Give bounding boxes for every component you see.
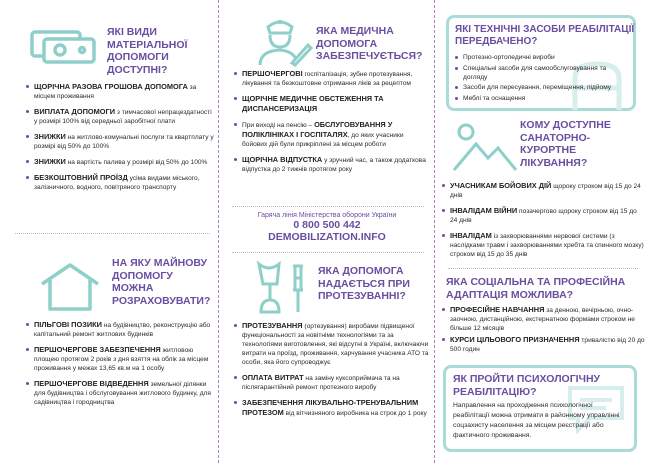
adaptation-list <box>440 305 645 355</box>
list-item-pre: При виході на пенсію – <box>242 122 315 129</box>
mountains-icon <box>452 122 518 172</box>
list-item <box>440 181 645 200</box>
list-item <box>24 345 216 373</box>
section-divider <box>232 252 424 253</box>
list-item-post: (ортезування) виробами підвищеної функціональності за новітніми технологіями та за технологіями виготовлення, які відсутні в Україні, включаючи витрати на проїзд, проживання, харчування учасника АТО та особи, яка його супроводжує <box>242 323 429 366</box>
list-item-post: житловою площею протягом 2 років з дня взяття на облік за місцем проживання у межах 13,65 кв.м на 1 особу <box>34 347 209 372</box>
list-item-bold: ОБСЛУГОВУВАННЯ У ПОЛІКЛІНІКАХ І ГОСПІТАЛЯХ <box>242 120 393 139</box>
list-item-post: , до яких учасники бойових дій були прикріплені за місцем роботи <box>242 132 404 148</box>
list-item-bold: БЕЗКОШТОВНИЙ ПРОЇЗД <box>34 173 128 182</box>
list-item <box>440 335 645 354</box>
section-title-adaptation: ЯКА СОЦІАЛЬНА ТА ПРОФЕСІЙНА АДАПТАЦІЯ МОЖЛИВА? <box>446 276 626 301</box>
list-item-bold: ВИПЛАТА ДОПОМОГИ <box>34 107 116 116</box>
list-item <box>453 53 623 62</box>
list-item-post: від вітчизняного виробника на строк до 1 року <box>283 410 427 417</box>
list-item-post: усіма видами міського, залізничного, водного, повітряного транспорту <box>34 175 200 191</box>
list-item <box>232 398 432 418</box>
list-item-bold: ЗАБЕЗПЕЧЕННЯ ЛІКУВАЛЬНО-ТРЕНУВАЛЬНИМ ПРОТЕЗОМ <box>242 398 419 417</box>
list-item <box>232 120 430 149</box>
technical-means-list <box>453 53 623 104</box>
list-item <box>24 173 216 192</box>
list-item <box>440 231 645 259</box>
list-item <box>24 107 216 126</box>
section-divider <box>232 206 424 207</box>
list-item-post: Засоби для пересування, переміщення, підйому <box>463 84 612 91</box>
medical-aid-list <box>232 69 430 180</box>
section-title-material: ЯКІ ВИДИ МАТЕРІАЛЬНОЇ ДОПОМОГИ ДОСТУПНІ? <box>107 26 188 76</box>
list-item-bold: ЩОРІЧНА РАЗОВА ГРОШОВА ДОПОМОГА <box>34 82 188 91</box>
list-item-post: позачергово щороку строком від 15 до 24 днів <box>450 208 637 224</box>
section-divider <box>15 233 210 234</box>
list-item <box>232 373 432 392</box>
column-divider <box>218 0 219 463</box>
section-title-technical: ЯКІ ТЕХНІЧНІ ЗАСОБИ РЕАБІЛІТАЦІЇ ПЕРЕДБАЧЕНО? <box>455 24 635 47</box>
list-item-post: Меблі та оснащення <box>463 94 526 102</box>
list-item-post: за місцем проживання <box>34 84 197 100</box>
list-item-bold: ПЕРШОЧЕРГОВЕ ВІДВЕДЕННЯ <box>34 379 149 388</box>
list-item-post: у зручний час, а також додаткова відпустка до 2 тижнів протягом року <box>242 157 426 173</box>
list-item <box>453 64 623 82</box>
list-item-post: Протезно-ортопедичні вироби <box>463 54 555 61</box>
list-item-post: на заміну куксоприймача та на післягарантійний ремонт протезного виробу <box>242 375 400 391</box>
list-item-post: госпіталізація, зубне протезування, лікування та безкоштовне отримання ліків за рецептом <box>242 71 413 87</box>
list-item <box>24 157 216 167</box>
list-item-post: Спеціальні засоби для самообслуговування та догляду <box>463 64 607 81</box>
list-item <box>453 83 623 92</box>
psych-rehab-text: Направлення на проходження психологічної реабілітації можна отримати в районному управлінні соцзахисту населення за місцем реєстрації або фактичного проживання. <box>453 402 620 439</box>
list-item-bold: ПЕРШОЧЕРГОВЕ ЗАБЕЗПЕЧЕННЯ <box>34 345 161 354</box>
list-item-post: на житлово-комунальні послуги та квартплату у розмірі від 50% до 100% <box>34 134 214 150</box>
house-icon <box>40 262 100 312</box>
list-item-bold: ОПЛАТА ВИТРАТ <box>242 373 304 382</box>
list-item-post: за денною, вечірньою, очно-заочною, дистанційною, екстернатною формами строком не більше 12 місяців <box>450 307 635 332</box>
list-item-bold: ЗНИЖКИ <box>34 132 66 141</box>
money-icon <box>30 30 96 64</box>
list-item <box>232 69 430 88</box>
property-aid-list <box>24 320 216 413</box>
list-item <box>440 305 645 333</box>
list-item-bold: ЗНИЖКИ <box>34 157 66 166</box>
list-item-post: на будівництво, реконструкцію або капітальний ремонт житлових будинків <box>34 322 211 338</box>
section-divider <box>448 268 638 269</box>
list-item <box>232 155 430 174</box>
sanatorium-list <box>440 181 645 265</box>
list-item-post: земельної ділянки для будівництва і обслуговування житлового будинку, для садівництва і городництва <box>34 381 211 406</box>
list-item-bold: ПЕРШОЧЕРГОВІ <box>242 69 303 78</box>
list-item-post: із захворюваннями нервової системи (з наслідками травм і захворюваннями хребта та спинного мозку) строком від 15 до 35 днів <box>450 233 644 258</box>
list-item-bold: ПІЛЬГОВІ ПОЗИКИ <box>34 320 102 329</box>
material-aid-list <box>24 82 216 198</box>
list-item-post: на вартість палива у розмірі від 50% до 100% <box>65 159 208 166</box>
list-item-bold: ІНВАЛІДАМ ВІЙНИ <box>450 206 518 215</box>
list-item <box>24 82 216 101</box>
list-item <box>232 94 430 114</box>
hotline <box>222 212 432 243</box>
list-item-bold: ПРОФЕСІЙНЕ НАВЧАННЯ <box>450 305 545 314</box>
prosthesis-crutch-icon <box>255 260 310 315</box>
list-item <box>24 379 216 407</box>
list-item-bold: ЩОРІЧНА ВІДПУСТКА <box>242 155 323 164</box>
list-item-bold: КУРСИ ЦІЛЬОВОГО ПРИЗНАЧЕННЯ <box>450 334 580 344</box>
prosthetics-aid-list <box>232 321 432 424</box>
list-item <box>440 206 645 225</box>
list-item-bold: ПРОТЕЗУВАННЯ <box>242 321 303 330</box>
list-item-post: тривалістю від 20 до 500 годин <box>450 336 645 353</box>
list-item <box>24 132 216 151</box>
list-item-post: з тимчасової непрацездатності у розмірі 100% від середньої заробітної плати <box>34 109 212 125</box>
section-title-psych: ЯК ПРОЙТИ ПСИХОЛОГІЧНУ РЕАБІЛІТАЦІЮ? <box>453 373 601 398</box>
section-title-medical: ЯКА МЕДИЧНА ДОПОМОГА ЗАБЕЗПЕЧУЄТЬСЯ? <box>316 25 423 62</box>
section-title-sanatorium: КОМУ ДОСТУПНЕ САНАТОРНО-КУРОРТНЕ ЛІКУВАННЯ? <box>520 119 611 169</box>
list-item-bold: ІНВАЛІДАМ <box>450 231 492 240</box>
list-item <box>24 320 216 339</box>
list-item-post: щороку строком від 15 до 24 днів <box>450 183 641 199</box>
section-title-property: НА ЯКУ МАЙНОВУ ДОПОМОГУ МОЖНА РОЗРАХОВУВАТИ? <box>112 257 211 307</box>
hotline-label: Гаряча лінія Міністерства оборони України <box>257 212 397 219</box>
section-title-prosthetics: ЯКА ДОПОМОГА НАДАЄТЬСЯ ПРИ ПРОТЕЗУВАННІ? <box>318 265 410 302</box>
list-item-bold: ЩОРІЧНЕ МЕДИЧНЕ ОБСТЕЖЕННЯ ТА ДИСПАНСЕРИЗАЦІЯ <box>242 94 384 113</box>
nurse-icon <box>258 15 313 67</box>
list-item <box>232 321 432 367</box>
column-divider <box>434 0 435 463</box>
list-item <box>453 94 623 103</box>
hotline-website[interactable]: DEMOBILIZATION.INFO <box>268 231 386 243</box>
hotline-phone[interactable]: 0 800 500 442 <box>293 219 361 231</box>
list-item-bold: УЧАСНИКАМ БОЙОВИХ ДІЙ <box>450 181 552 190</box>
